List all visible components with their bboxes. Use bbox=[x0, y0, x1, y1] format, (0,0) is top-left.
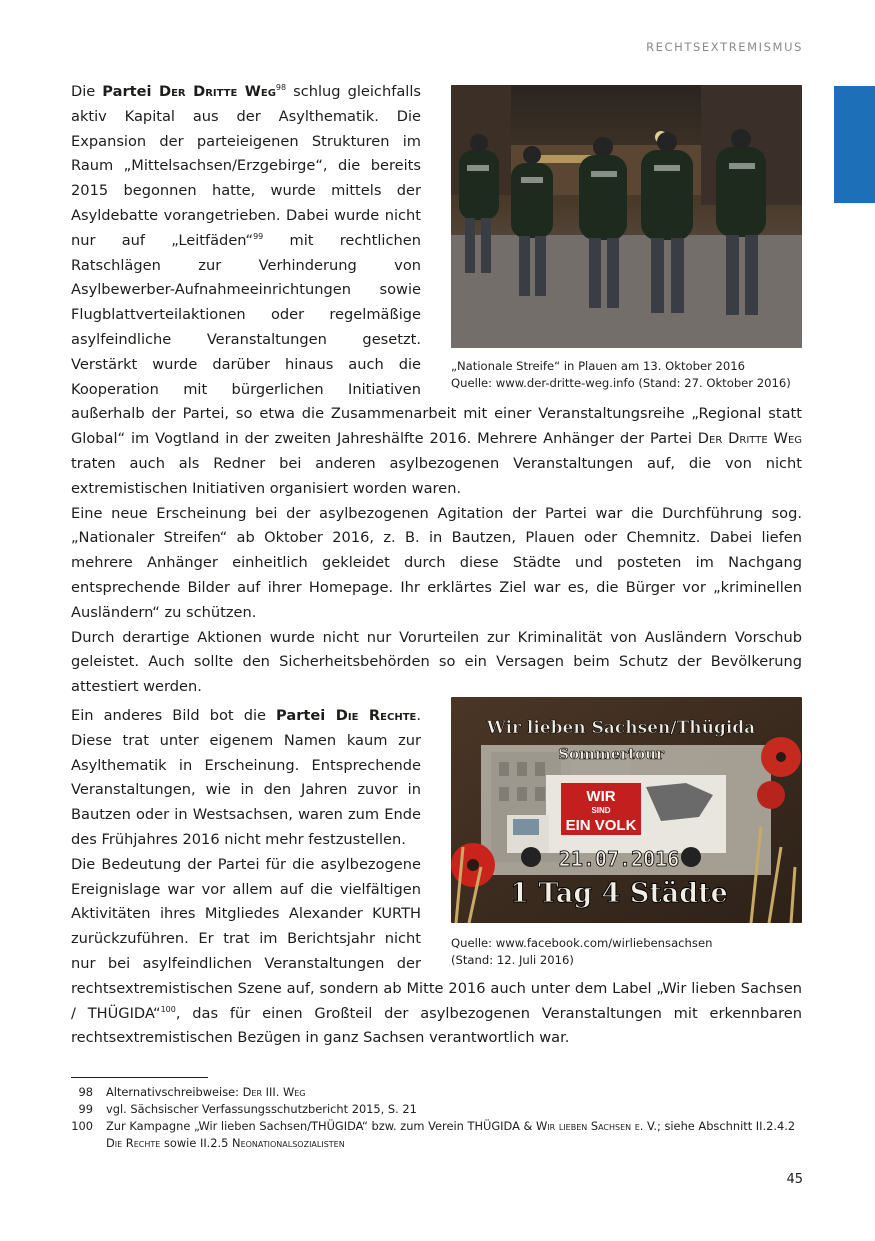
poster-slogan: 1 Tag 4 Städte bbox=[510, 878, 728, 909]
footnote-ref-99[interactable]: 99 bbox=[253, 231, 264, 241]
night-street-photo bbox=[451, 85, 802, 348]
truck-text-ein-volk: EIN VOLK bbox=[565, 817, 637, 834]
footnote-98: 98 Alternativschreibweise: Der III. Weg bbox=[78, 1085, 306, 1099]
footnote-separator bbox=[71, 1077, 208, 1078]
poster-subtitle: Sommertour bbox=[558, 745, 664, 763]
figure-2-caption-date: (Stand: 12. Juli 2016) bbox=[451, 952, 574, 967]
paragraph-kurth: Die Bedeutung der Partei für die asylbezogene Ereignislage war vor allem auf die vielfältigen Aktivitäten ihres Mitgliedes Alexander KURTH zurückzuführen. Er trat im Berichtsjahr nicht nur bei asylfeindlichen Veranstaltungen der rechtsextremistischen Szene auf, sondern ab Mitte 2016 auch unter dem Label „Wir lieben Sachsen / THÜGIDA“$^{100}$, das für einen Großteil der asylbezogenen Veranstaltungen mit erkennbaren rechtsextremistischen Bezügen in ganz Sachsen verantwortlich war. bbox=[71, 855, 802, 1047]
text-block-2 bbox=[71, 704, 802, 1051]
poster-date: 21.07.2016 bbox=[558, 847, 680, 871]
truck-text-sind: SIND bbox=[591, 806, 611, 815]
poster-title: Wir lieben Sachsen/Thügida bbox=[486, 718, 756, 738]
photo-nationale-streife bbox=[451, 85, 802, 348]
photo-thuegida-poster bbox=[451, 697, 802, 923]
figure-1-caption bbox=[451, 358, 802, 391]
text-block-1 bbox=[71, 80, 802, 700]
footnotes bbox=[71, 1084, 802, 1152]
paragraph-der-dritte-weg: Die Partei Der Dritte Weg$^{98}$ schlug gleichfalls aktiv Kapital aus der Asylthematik. Die Expansion der parteieigenen Strukturen im Raum „Mittelsachsen/Erzgebirge“, die bereits 2015 begonnen hatte, wurde mittels der Asyldebatte vorangetrieben. Dabei wurde nicht nur auf „Leitfäden“$^{99}$ mit rechtlichen Ratschlägen zur Verhinderung von Asylbewerber-Aufnahmeeinrichtungen sowie Flugblattverteilaktionen oder regelmäßige asylfeindliche Veranstaltungen gesetzt. Verstärkt wurde darüber hinaus auch die Kooperation mit bürgerlichen Initiativen außerhalb der Partei, so etwa die Zusammenarbeit mit einer Veranstaltungsreihe „Regional statt Global“ im Vogtland in der zweiten Jahreshälfte 2016. Mehrere Anhänger der Partei Der Dritte Weg traten auch als Redner bei anderen asylbezogenen Veranstaltungen auf, die von nicht extremistischen Initiativen organisiert worden waren. bbox=[71, 83, 803, 497]
paragraph-vorurteile: Durch derartige Aktionen wurde nicht nur Vorurteilen zur Kriminalität von Ausländern Vorschub geleistet. Auch sollte den Sicherheitsbehörden so ein Versagen beim Schutz der Bevölkerung attestiert werden. bbox=[71, 628, 802, 696]
paragraph-nationale-streifen: Eine neue Erscheinung bei der asylbezogenen Agitation der Partei war die Durchführung sog. „Nationaler Streifen“ ab Oktober 2016, z. B. in Bautzen, Plauen oder Chemnitz. Dabei liefen mehrere Anhänger einheitlich gekleidet durch diese Städte und posteten im Nachgang entsprechende Bilder auf ihrer Homepage. Ihr erklärtes Ziel war es, die Bürger vor „kriminellen Ausländern“ zu schützen. bbox=[71, 504, 802, 621]
page-number: 45 bbox=[786, 1172, 803, 1187]
footnote-100: 100 Zur Kampagne „Wir lieben Sachsen/THÜGIDA“ bzw. zum Verein THÜGIDA & Wir lieben Sachsen e. V.; siehe Abschnitt II.2.4.2 Die Rechte sowie II.2.5 Neonationalsozialisten bbox=[71, 1119, 796, 1150]
sommertour-poster bbox=[451, 697, 802, 923]
chapter-tab-marker bbox=[834, 86, 875, 203]
figure-1 bbox=[451, 85, 802, 391]
paragraph-die-rechte: Ein anderes Bild bot die Partei Die Rechte. Diese trat unter eigenem Namen kaum zur Asylthematik in Erscheinung. Entsprechende Veranstaltungen, wie in den Jahren zuvor in Bautzen oder in Westsachsen, waren zum Ende des Frühjahres 2016 nicht mehr festzustellen. bbox=[71, 707, 421, 848]
running-header: RECHTSEXTREMISMUS bbox=[646, 40, 803, 54]
footnote-ref-100[interactable]: 100 bbox=[160, 1004, 176, 1014]
figure-2-caption-source: Quelle: www.facebook.com/wirliebensachsen bbox=[451, 936, 713, 950]
figure-2-caption bbox=[451, 935, 802, 968]
footnote-ref-98[interactable]: 98 bbox=[275, 83, 287, 93]
figure-1-caption-source: Quelle: www.der-dritte-weg.info (Stand: 27. Oktober 2016) bbox=[451, 375, 791, 390]
figure-1-caption-title: „Nationale Streife“ in Plauen am 13. Oktober 2016 bbox=[451, 359, 746, 373]
truck-text-wir: WIR bbox=[586, 788, 616, 805]
figure-2 bbox=[451, 697, 802, 968]
footnote-99: 99 vgl. Sächsischer Verfassungsschutzbericht 2015, S. 21 bbox=[78, 1102, 417, 1116]
